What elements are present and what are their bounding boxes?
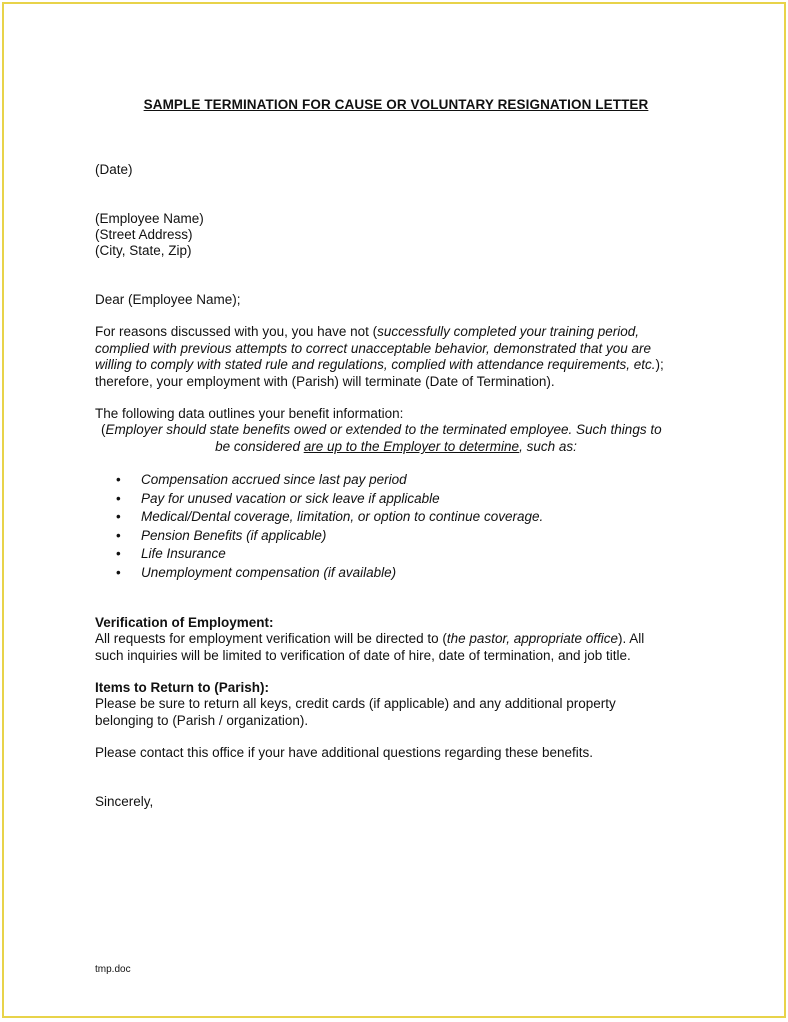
note-text: be considered — [215, 439, 304, 454]
bullet-icon: • — [116, 564, 121, 580]
bullet-icon: • — [116, 509, 121, 524]
note-underlined-text: are up to the Employer to determine — [303, 439, 520, 454]
benefits-list — [116, 471, 543, 582]
note-text: , such as: — [519, 439, 577, 454]
verification-line-2: such inquiries will be limited to verification of date of hire, date of termination, and job title. — [95, 648, 631, 663]
benefits-intro: The following data outlines your benefit information: — [95, 406, 404, 421]
list-item-text: Pay for unused vacation or sick leave if applicable — [141, 490, 440, 506]
city-state-zip-line: (City, State, Zip) — [95, 243, 192, 258]
benefits-note-line-2 — [4, 439, 788, 456]
date-line: (Date) — [95, 162, 133, 177]
document-page — [2, 2, 786, 1018]
items-return-line-2: belonging to (Parish / organization). — [95, 713, 309, 728]
reasons-line-1 — [95, 324, 639, 341]
note-italic-text: Employer should state benefits owed or extended to the terminated employee. Such things to — [105, 422, 662, 437]
bullet-icon: • — [116, 546, 121, 561]
list-item-text: Pension Benefits (if applicable) — [141, 527, 327, 543]
reasons-italic-text: willing to comply with stated rule and regulations, complied with attendance requirements, etc. — [95, 357, 656, 372]
note-paren: ( — [101, 422, 106, 437]
list-item-text: Medical/Dental coverage, limitation, or option to continue coverage. — [141, 509, 544, 524]
reasons-line-4: therefore, your employment with (Parish) will terminate (Date of Termination). — [95, 374, 555, 389]
verification-line-1 — [95, 631, 644, 648]
employee-name-line: (Employee Name) — [95, 211, 204, 226]
verification-text: ). All — [618, 631, 645, 646]
bullet-icon: • — [116, 490, 121, 506]
salutation: Dear (Employee Name); — [95, 292, 241, 307]
verification-italic-text: the pastor, appropriate office — [446, 631, 619, 646]
reasons-italic-text: successfully completed your training period, — [377, 324, 640, 339]
letter-title: SAMPLE TERMINATION FOR CAUSE OR VOLUNTARY RESIGNATION LETTER — [143, 97, 649, 112]
items-return-line-1: Please be sure to return all keys, credit cards (if applicable) and any additional property — [95, 696, 616, 711]
list-item-text: Life Insurance — [141, 546, 226, 561]
list-item — [116, 527, 543, 546]
bullet-icon: • — [116, 472, 121, 487]
contact-line: Please contact this office if your have additional questions regarding these benefits. — [95, 745, 594, 760]
reasons-line-2: complied with previous attempts to correct unacceptable behavior, demonstrated that you are — [95, 341, 652, 356]
list-item — [116, 564, 543, 583]
verification-text: All requests for employment verification will be directed to ( — [95, 631, 447, 646]
list-item-text: Compensation accrued since last pay period — [141, 472, 407, 487]
reasons-text: ); — [655, 357, 664, 372]
closing: Sincerely, — [95, 794, 154, 809]
items-return-heading: Items to Return to (Parish): — [95, 680, 270, 695]
reasons-line-3 — [95, 357, 664, 374]
benefits-note-line-1 — [101, 422, 662, 439]
bullet-icon: • — [116, 527, 121, 543]
list-item — [116, 490, 543, 509]
list-item — [116, 471, 543, 490]
street-address-line: (Street Address) — [95, 227, 193, 242]
footer-filename: tmp.doc — [95, 964, 131, 975]
list-item — [116, 508, 543, 527]
list-item — [116, 545, 543, 564]
verification-heading: Verification of Employment: — [95, 615, 274, 630]
reasons-text: For reasons discussed with you, you have not ( — [95, 324, 378, 339]
list-item-text: Unemployment compensation (if available) — [141, 564, 397, 580]
